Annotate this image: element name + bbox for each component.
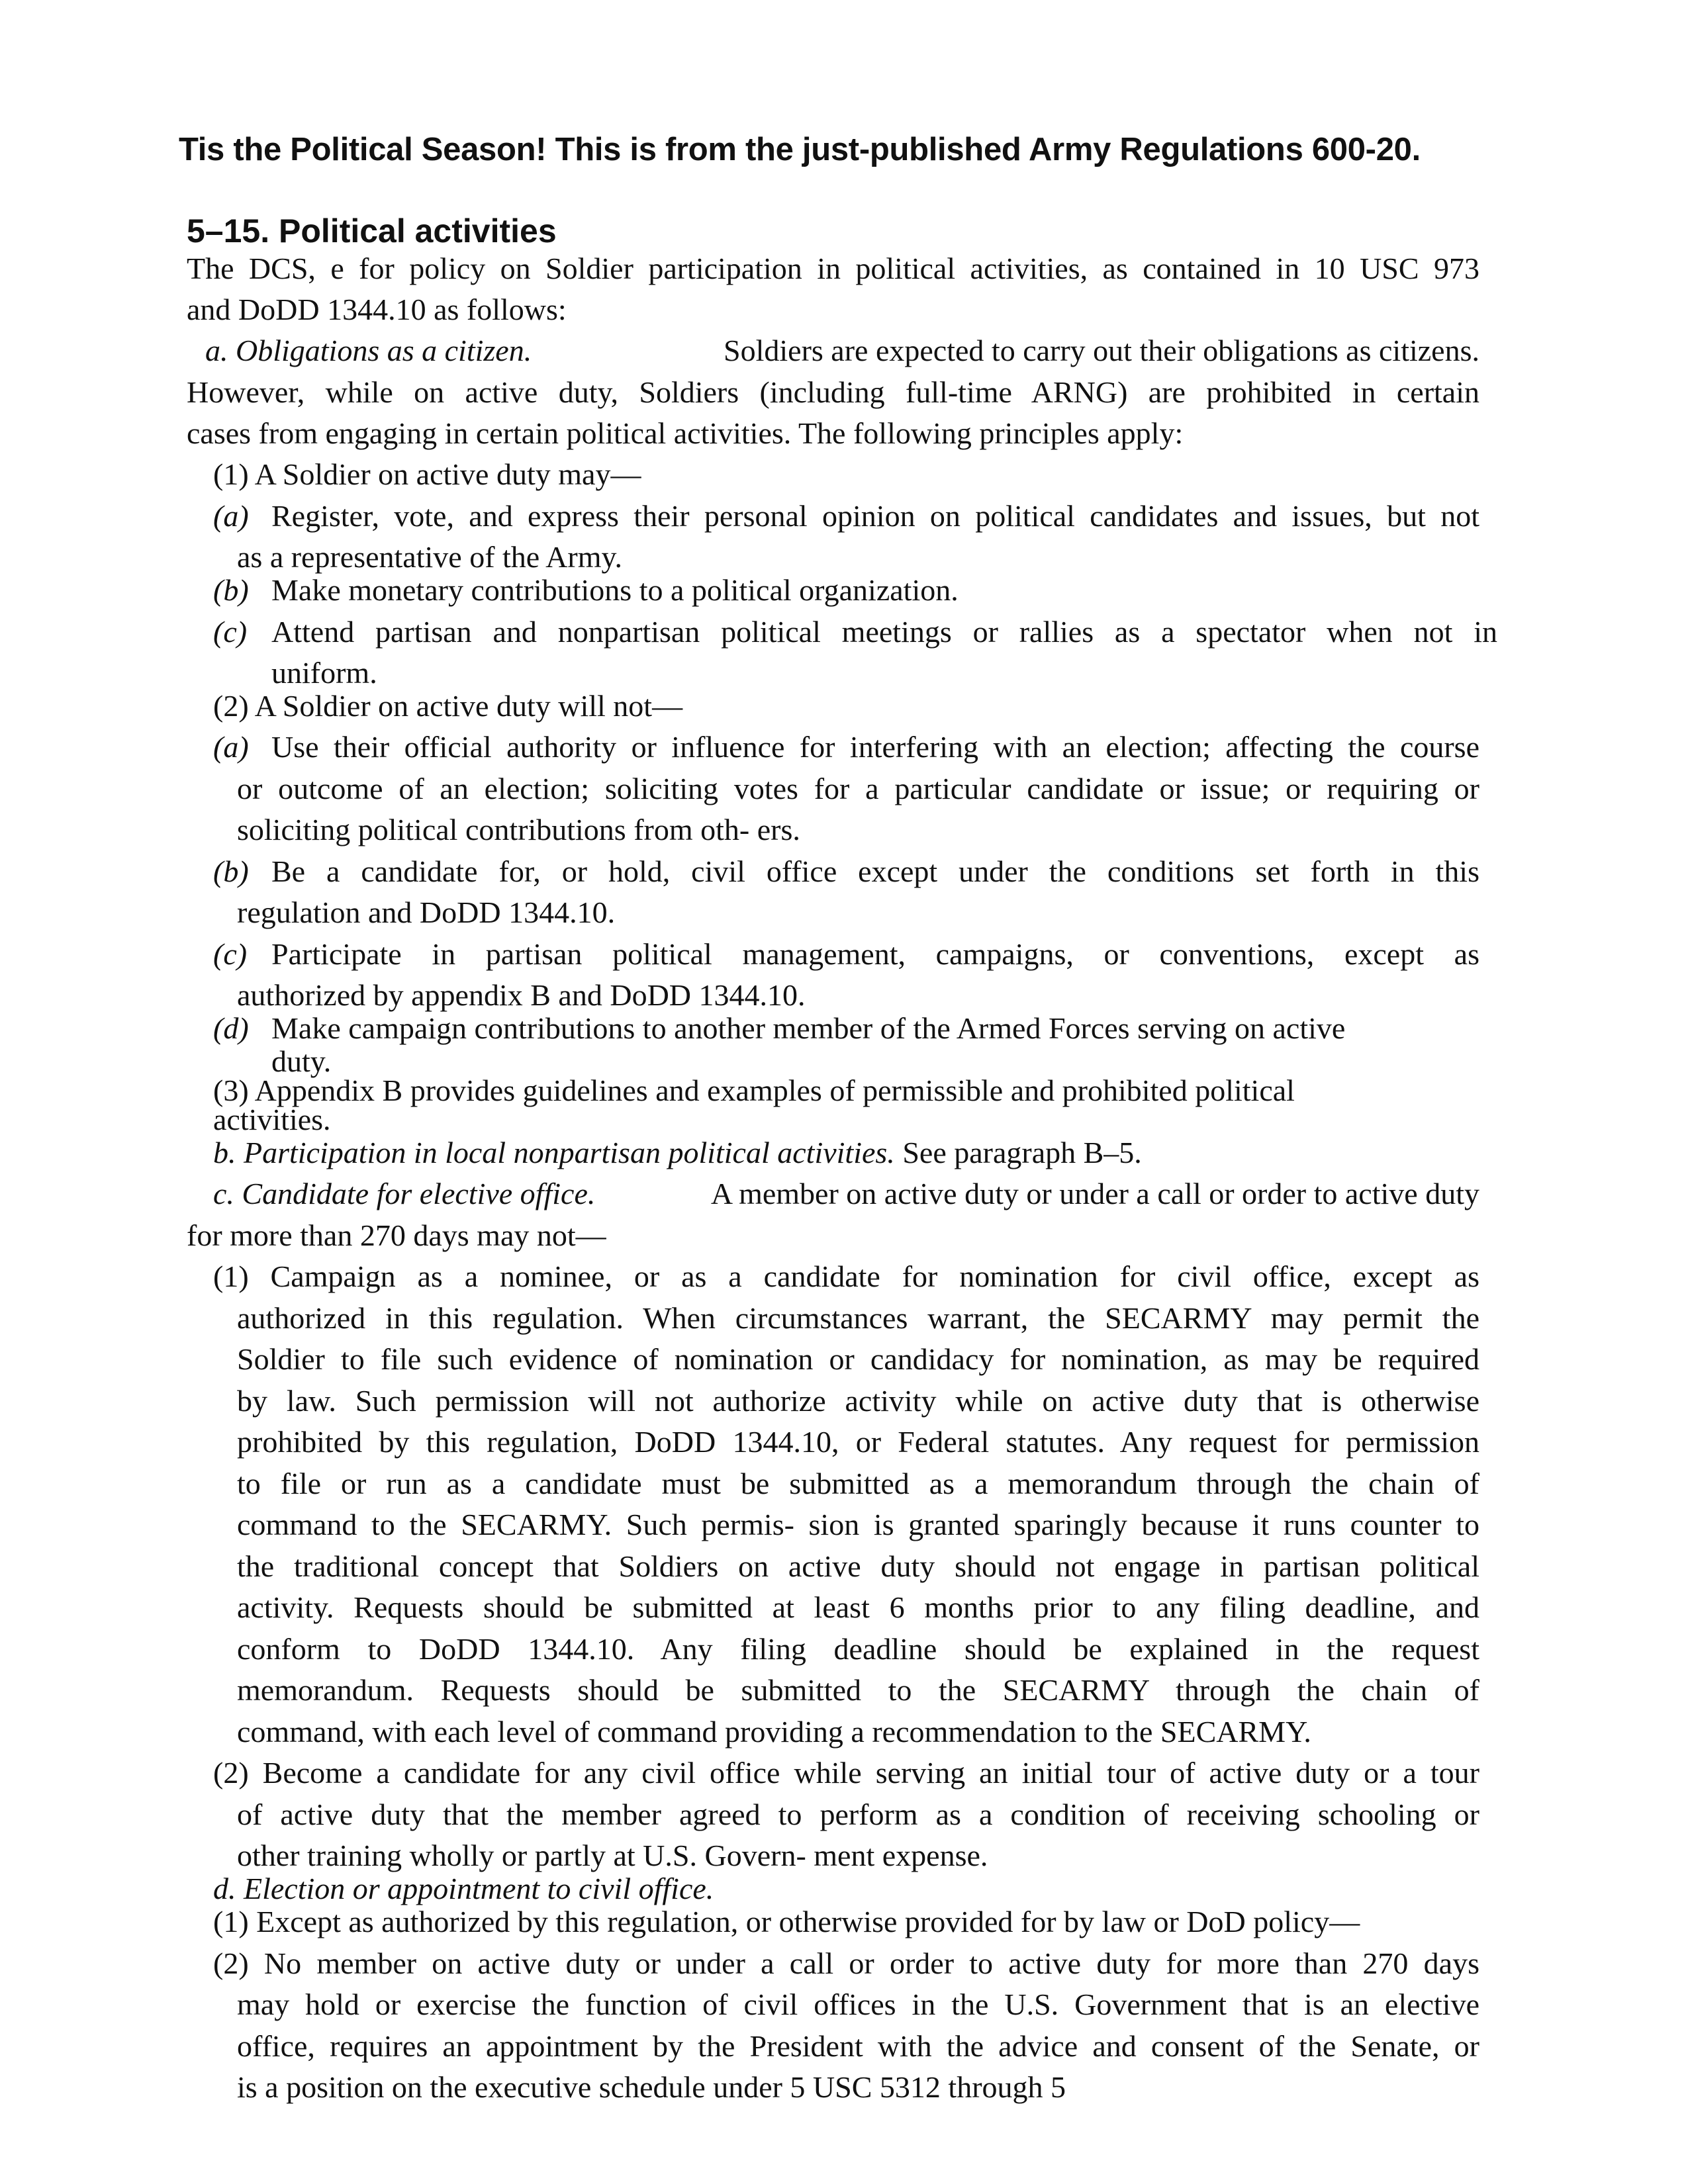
para-a-item-2c-line-1: Participate in partisan political management, campaigns, or conventions, except as [271, 937, 1479, 971]
para-a-item-2a-line-3: soliciting political contributions from oth- ers. [237, 813, 800, 846]
para-c-item-1-line-3: Soldier to file such evidence of nomination or candidacy for nomination, as may be required [237, 1342, 1479, 1376]
para-a-item-1b-label [213, 575, 249, 606]
para-a-item-2d-line-2: duty. [271, 1044, 332, 1078]
para-d-item-2-line-2: may hold or exercise the function of civil offices in the U.S. Government that is an elective [237, 1987, 1479, 2021]
item-label: (b) [213, 854, 249, 888]
para-a-item-1c-line-2: uniform. [271, 656, 377, 690]
para-b [213, 1138, 1142, 1168]
para-a-item-2b-label [213, 856, 249, 887]
para-a-item-2c-label [213, 939, 247, 970]
para-a-item-2a-label [213, 732, 249, 762]
para-a-label: a. Obligations as a citizen. [205, 334, 532, 367]
para-b-label: b. Participation in local nonpartisan political activities. [213, 1136, 895, 1169]
para-c-line-2: for more than 270 days may not— [187, 1218, 606, 1252]
para-d-item-2-line-3: office, requires an appointment by the President with the advice and consent of the Senate, or [237, 2029, 1479, 2063]
para-d-item-2-line-4: is a position on the executive schedule under 5 USC 5312 through 5 [237, 2070, 1066, 2104]
para-c-item-1-line-6: to file or run as a candidate must be submitted as a memorandum through the chain of [237, 1467, 1479, 1500]
para-c-item-1-line-8: the traditional concept that Soldiers on active duty should not engage in partisan political [237, 1549, 1479, 1583]
para-c-label: c. Candidate for elective office. [213, 1177, 596, 1210]
para-c-item-2-line-2: of active duty that the member agreed to perform as a condition of receiving schooling or [237, 1797, 1479, 1831]
page-title: Tis the Political Season! This is from the just-published Army Regulations 600-20. [179, 132, 1421, 167]
para-c-item-1-line-9: activity. Requests should be submitted at least 6 months prior to any filing deadline, and [237, 1590, 1479, 1624]
para-a-item-1b: Make monetary contributions to a political organization. [271, 573, 959, 607]
para-d-item-2-line-1: (2) No member on active duty or under a call or order to active duty for more than 270 days [213, 1946, 1479, 1980]
section-heading: 5–15. Political activities [187, 212, 557, 250]
para-c-item-2-line-3: other training wholly or partly at U.S. Govern- ment expense. [237, 1839, 988, 1872]
para-c-item-1-line-4: by law. Such permission will not authorize activity while on active duty that is otherwise [237, 1384, 1479, 1418]
para-c-item-1-line-5: prohibited by this regulation, DoDD 1344.10, or Federal statutes. Any request for permission [237, 1425, 1479, 1459]
item-label: (a) [213, 499, 249, 533]
item-label: (b) [213, 573, 249, 607]
para-c-item-1-line-2: authorized in this regulation. When circumstances warrant, the SECARMY may permit the [237, 1301, 1479, 1335]
para-a-item-2d-label [213, 1013, 249, 1044]
para-b-text: See paragraph B–5. [902, 1136, 1142, 1169]
para-a-item-2b-line-2: regulation and DoDD 1344.10. [237, 895, 616, 929]
item-label: (c) [213, 937, 248, 971]
para-c-item-1-line-11: memorandum. Requests should be submitted to the SECARMY through the chain of [237, 1673, 1479, 1707]
para-a-item-3-line-1: (3) Appendix B provides guidelines and examples of permissible and prohibited political [213, 1073, 1295, 1107]
para-a-item-1a-label [213, 501, 249, 531]
para-c-item-1-line-10: conform to DoDD 1344.10. Any filing deadline should be explained in the request [237, 1632, 1479, 1666]
item-label: (d) [213, 1011, 249, 1045]
item-label: (c) [213, 615, 248, 649]
para-a-item-2a-line-2: or outcome of an election; soliciting votes for a particular candidate or issue; or requiring or [237, 772, 1479, 805]
para-d-item-1: (1) Except as authorized by this regulation, or otherwise provided for by law or DoD policy— [213, 1905, 1360, 1938]
intro-line-2: and DoDD 1344.10 as follows: [187, 293, 567, 326]
para-a-text-1: Soldiers are expected to carry out their obligations as citizens. [724, 334, 1479, 367]
para-a-item-3-line-2: activities. [213, 1103, 331, 1136]
para-c-item-1-line-1: (1) Campaign as a nominee, or as a candidate for nomination for civil office, except as [213, 1259, 1479, 1293]
para-a-item-1a-line-2: as a representative of the Army. [237, 540, 623, 574]
intro-line-1: The DCS, e for policy on Soldier participation in political activities, as contained in 10 USC 973 [187, 251, 1479, 285]
para-d-label [213, 1874, 714, 1904]
para-a-item-2b-line-1: Be a candidate for, or hold, civil office except under the conditions set forth in this [271, 854, 1479, 888]
para-c-item-1-line-7: command to the SECARMY. Such permis- sion is granted sparingly because it runs counter to [237, 1508, 1479, 1541]
para-a-item-2c-line-2: authorized by appendix B and DoDD 1344.10. [237, 978, 806, 1012]
para-c-item-2-line-1: (2) Become a candidate for any civil office while serving an initial tour of active duty or a tour [213, 1756, 1479, 1790]
para-c-item-1-line-12: command, with each level of command providing a recommendation to the SECARMY. [237, 1715, 1311, 1749]
para-c-text-1: A member on active duty or under a call or order to active duty [710, 1177, 1479, 1210]
para-a-item-1c-line-1: Attend partisan and nonpartisan political meetings or rallies as a spectator when not in [271, 615, 1497, 649]
item-label: (a) [213, 730, 249, 764]
para-a-item-1: (1) A Soldier on active duty may— [213, 457, 641, 491]
para-a-item-1a-line-1: Register, vote, and express their personal opinion on political candidates and issues, but not [271, 499, 1479, 533]
para-c-line-1 [213, 1179, 1479, 1209]
para-d-label-text: d. Election or appointment to civil office. [213, 1872, 714, 1905]
para-a-line-2: However, while on active duty, Soldiers (including full-time ARNG) are prohibited in certain [187, 375, 1479, 409]
para-a-item-2: (2) A Soldier on active duty will not— [213, 689, 683, 723]
para-a-line-1 [205, 336, 1479, 366]
para-a-item-2d-line-1: Make campaign contributions to another member of the Armed Forces serving on active [271, 1011, 1346, 1045]
para-a-item-1c-label [213, 617, 247, 647]
para-a-line-3: cases from engaging in certain political activities. The following principles apply: [187, 416, 1184, 450]
para-a-item-2a-line-1: Use their official authority or influence for interfering with an election; affecting the course [271, 730, 1479, 764]
